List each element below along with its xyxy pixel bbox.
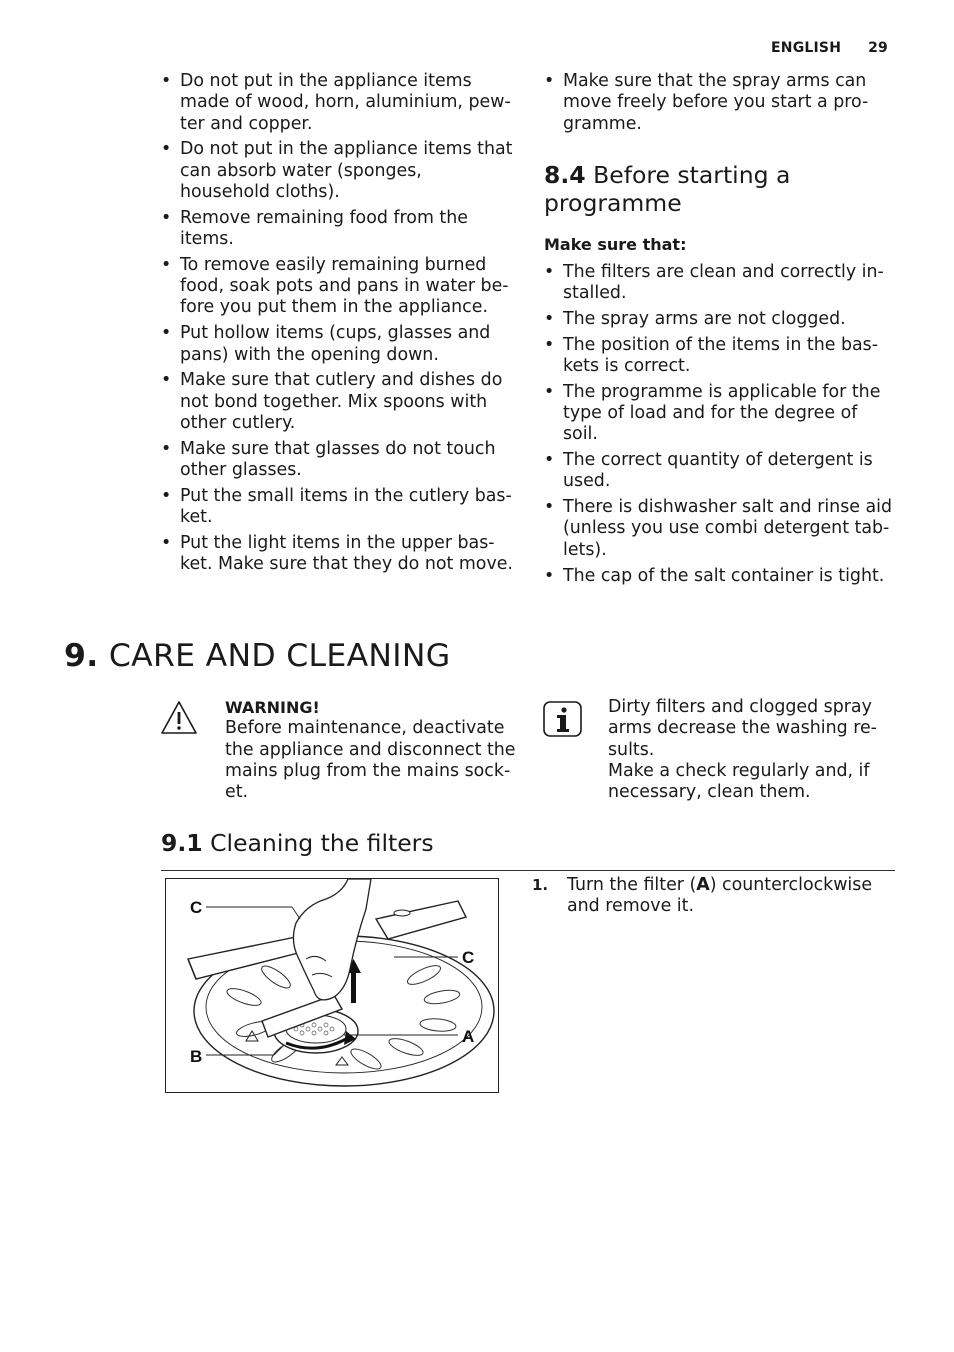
list-item: • To remove easily remaining burned food, soak pots and pans in water be-fore you put them in the appliance. (161, 255, 513, 319)
label-c-top: C (190, 898, 203, 917)
right-top-bullet-list (544, 71, 896, 135)
list-item: • Put the light items in the upper bas-ket. Make sure that they do not move. (161, 533, 513, 576)
warning-title: WARNING! (225, 698, 320, 717)
step-text-after: ) counterclockwise and remove it. (567, 875, 873, 917)
list-item: • The spray arms are not clogged. (544, 309, 896, 330)
label-c-right: C (462, 948, 475, 967)
info-text (608, 697, 898, 803)
language-label: ENGLISH (771, 40, 842, 56)
filter-diagram (166, 879, 500, 1094)
step-text-before: Turn the filter ( (567, 875, 697, 895)
warning-text (225, 697, 520, 803)
warning-triangle-icon (160, 700, 198, 735)
filter-illustration (165, 878, 499, 1093)
info-line-1: Dirty filters and clogged spray arms decrease the washing re-sults. (608, 697, 877, 760)
info-icon (543, 701, 582, 737)
chapter-number: 9. (64, 638, 99, 674)
left-column (161, 71, 513, 580)
list-item: • The filters are clean and correctly in-stalled. (544, 262, 896, 305)
list-item: • Put the small items in the cutlery bas-ket. (161, 486, 513, 529)
step-text (567, 875, 894, 918)
section-divider (161, 870, 895, 871)
list-item: • Do not put in the appliance items made of wood, horn, aluminium, pew-ter and copper. (161, 71, 513, 135)
list-item: • The correct quantity of detergent is used. (544, 450, 896, 493)
list-item: • The programme is applicable for the type of load and for the degree of soil. (544, 382, 896, 446)
list-item: • Put hollow items (cups, glasses and pans) with the opening down. (161, 323, 513, 366)
page-header (771, 38, 888, 56)
page-number: 29 (868, 40, 888, 56)
section-number: 8.4 (544, 161, 586, 190)
info-line-2: Make a check regularly and, if necessary, clean them. (608, 760, 870, 803)
section-9-1-heading (161, 829, 434, 857)
section-8-4-heading (544, 161, 896, 217)
step-number: 1. (532, 876, 549, 894)
right-column (544, 71, 896, 591)
label-b: B (190, 1047, 203, 1066)
list-item: • The position of the items in the bas-kets is correct. (544, 335, 896, 378)
chapter-heading (64, 638, 450, 674)
checklist (544, 262, 896, 587)
chapter-title: CARE AND CLEANING (108, 638, 451, 674)
section-title: Before starting a programme (544, 161, 791, 218)
left-bullet-list (161, 71, 513, 576)
step-emphasis: A (696, 875, 710, 895)
list-item: • Make sure that cutlery and dishes do not bond together. Mix spoons with other cutlery. (161, 370, 513, 434)
section-number: 9.1 (161, 829, 203, 857)
list-item: • Make sure that the spray arms can move freely before you start a pro-gramme. (544, 71, 896, 135)
section-title: Cleaning the filters (210, 829, 434, 857)
list-item: • Remove remaining food from the items. (161, 208, 513, 251)
label-a: A (462, 1027, 475, 1046)
list-item: • The cap of the salt container is tight. (544, 566, 896, 587)
list-item: • There is dishwasher salt and rinse aid (unless you use combi detergent tab-lets). (544, 497, 896, 561)
list-item: • Do not put in the appliance items that can absorb water (sponges, household cloths). (161, 139, 513, 203)
list-item: • Make sure that glasses do not touch other glasses. (161, 439, 513, 482)
subheading: Make sure that: (544, 235, 687, 255)
warning-body: Before maintenance, deactivate the appliance and disconnect the mains plug from the mains sock-et. (225, 718, 516, 803)
